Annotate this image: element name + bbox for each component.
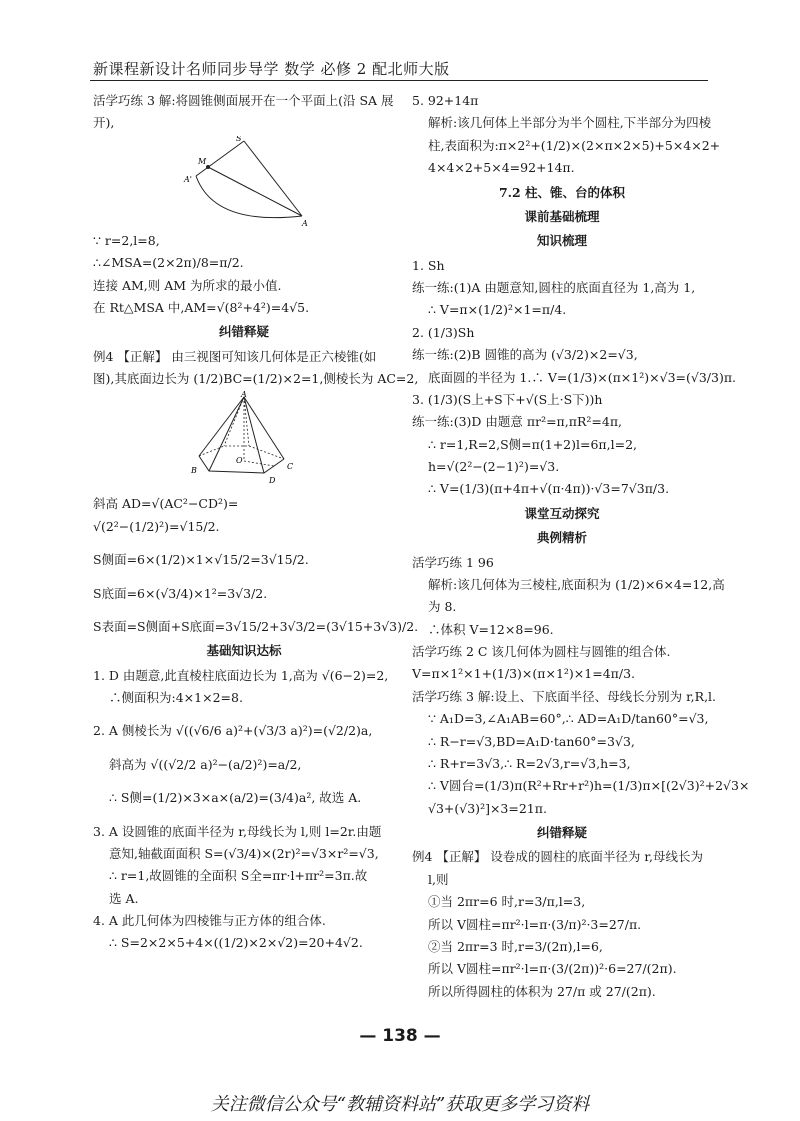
text-line: S侧面=6×(1/2)×1×√15/2=3√15/2. xyxy=(93,552,309,568)
text-line: ∵ r=2,l=8, xyxy=(93,232,160,248)
text-line: 图),其底面边长为 (1/2)BC=(1/2)×2=1,侧棱长为 AC=2, xyxy=(93,371,419,386)
left-column xyxy=(93,88,419,956)
text-line: 所以所得圆柱的体积为 27/π 或 27/(2π). xyxy=(428,983,656,999)
text-line: ∴侧面积为:4×1×2=8. xyxy=(109,690,243,705)
section-heading: 纠错释疑 xyxy=(536,825,587,840)
text-line: 为 8. xyxy=(428,599,457,615)
text-line: 底面圆的半径为 1.∴ V=(1/3)×(π×1²)×√3=(√3/3)π. xyxy=(428,369,737,385)
hexagonal-pyramid-figure xyxy=(189,391,299,491)
section-heading: 课堂互动探究 xyxy=(524,505,600,521)
text-line: ∴ V=(1/3)(π+4π+√(π·4π))·√3=7√3π/3. xyxy=(428,481,670,497)
label-D: D xyxy=(269,476,276,486)
text-line: ∴ r=1,故圆锥的全面积 S全=πr·l+πr²=3π.故 xyxy=(109,868,368,884)
text-line: 在 Rt△MSA 中,AM=√(8²+4²)=4√5. xyxy=(93,299,310,315)
label-C: C xyxy=(287,462,294,472)
text-line: ①当 2πr=6 时,r=3/π,l=3, xyxy=(428,894,586,910)
label-M: M xyxy=(198,156,207,166)
text-line: 2. A 侧棱长为 √((√6/6 a)²+(√3/3 a)²)=(√2/2)a, xyxy=(93,723,373,739)
text-line: ∵ A₁D=3,∠A₁AB=60°,∴ AD=A₁D/tan60°=√3, xyxy=(428,711,709,727)
text-line: V=π×1²×1+(1/3)×(π×1²)×1=4π/3. xyxy=(412,666,636,682)
text-line: ∴ R−r=√3,BD=A₁D·tan60°=3√3, xyxy=(428,733,635,749)
text-line: 意知,轴截面面积 S=(√3/4)×(2r)²=√3×r²=√3, xyxy=(109,845,379,861)
section-heading: 基础知识达标 xyxy=(206,643,282,659)
page-header: 新课程新设计名师同步导学 数学 必修 2 配北师大版 xyxy=(93,60,450,78)
text-line: ∴体积 V=12×8=96. xyxy=(428,621,554,637)
text-line: √(2²−(1/2)²)=√15/2. xyxy=(93,518,220,534)
text-line: 活学巧练 3 解:设上、下底面半径、母线长分别为 r,R,l. xyxy=(412,688,717,704)
cone-unfold-figure xyxy=(174,136,314,228)
text-line: 斜高为 √((√2/2 a)²−(a/2)²)=a/2, xyxy=(109,756,302,772)
text-line: 所以 V圆柱=πr²·l=π·(3/(2π))²·6=27/(2π). xyxy=(428,961,677,977)
text-line: √3+(√3)²]×3=21π. xyxy=(428,800,547,816)
text-line: 柱,表面积为:π×2²+(1/2)×(2×π×2×5)+5×4×2+ xyxy=(428,137,721,153)
text-line: 活学巧练 3 解:将圆锥侧面展开在一个平面上(沿 SA 展 xyxy=(93,93,394,108)
text-line: 4×4×2+5×4=92+14π. xyxy=(428,160,575,176)
footer-note: 关注微信公众号“教辅资料站”获取更多学习资料 xyxy=(210,1094,590,1115)
text-line: ∴ R+r=3√3,∴ R=2√3,r=√3,h=3, xyxy=(428,755,631,771)
label-S: S xyxy=(236,135,242,143)
label-B: B xyxy=(191,466,197,476)
text-line: 开), xyxy=(93,115,115,131)
section-heading: 知识梳理 xyxy=(536,233,587,249)
text-line: 1. D 由题意,此直棱柱底面边长为 1,高为 √(6−2)=2, xyxy=(93,667,389,683)
section-heading: 课前基础梳理 xyxy=(524,208,600,224)
text-line: 解析:该几何体上半部分为半个圆柱,下半部分为四棱 xyxy=(428,115,712,131)
text-line: 3. (1/3)(S上+S下+√(S上·S下))h xyxy=(412,391,603,407)
section-heading: 纠错释疑 xyxy=(218,324,269,340)
text-line: ②当 2πr=3 时,r=3/(2π),l=6, xyxy=(428,938,603,954)
right-column xyxy=(412,88,750,1004)
header-rule xyxy=(90,80,708,81)
text-line: 3. A 设圆锥的底面半径为 r,母线长为 l,则 l=2r.由题 xyxy=(93,823,382,839)
section-title: 7.2 柱、锥、台的体积 xyxy=(498,184,626,200)
text-line: 活学巧练 2 C 该几何体为圆柱与圆锥的组合体. xyxy=(412,644,671,659)
text-line: 练一练:(2)B 圆锥的高为 (√3/2)×2=√3, xyxy=(412,347,638,363)
text-line: S底面=6×(√3/4)×1²=3√3/2. xyxy=(93,585,268,601)
text-line: S表面=S侧面+S底面=3√15/2+3√3/2=(3√15+3√3)/2. xyxy=(93,618,419,634)
text-line: 选 A. xyxy=(109,890,139,906)
text-line: h=√(2²−(2−1)²)=√3. xyxy=(428,459,560,474)
text-line: 连接 AM,则 AM 为所求的最小值. xyxy=(93,277,282,293)
text-line: 1. Sh xyxy=(412,257,445,273)
text-line: ∴ S=2×2×5+4×((1/2)×2×√2)=20+4√2. xyxy=(109,935,363,951)
text-line: ∴ S侧=(1/2)×3×a×(a/2)=(3/4)a², 故选 A. xyxy=(109,790,362,806)
text-line: 解析:该几何体为三棱柱,底面积为 (1/2)×6×4=12,高 xyxy=(428,576,725,592)
text-line: 所以 V圆柱=πr²·l=π·(3/π)²·3=27/π. xyxy=(428,916,642,932)
text-line: ∴∠MSA=(2×2π)/8=π/2. xyxy=(93,255,244,271)
text-line: ∴ r=1,R=2,S侧=π(1+2)l=6π,l=2, xyxy=(428,436,638,452)
text-line: 例4 【正解】 设卷成的圆柱的底面半径为 r,母线长为 xyxy=(412,849,703,865)
label-O: O xyxy=(236,456,243,466)
text-line: ∴ V=π×(1/2)²×1=π/4. xyxy=(428,302,567,318)
text-line: ∴ V圆台=(1/3)π(R²+Rr+r²)h=(1/3)π×[(2√3)²+2√3× xyxy=(428,778,750,794)
section-heading: 典例精析 xyxy=(536,530,587,546)
label-A: A xyxy=(302,218,308,228)
page-number: — 138 — xyxy=(359,1026,441,1046)
label-A: A xyxy=(241,391,247,400)
text-line: 练一练:(3)D 由题意 πr²=π,πR²=4π, xyxy=(412,414,623,430)
text-line: 2. (1/3)Sh xyxy=(412,324,475,340)
text-line: 活学巧练 1 96 xyxy=(412,554,494,570)
text-line: l,则 xyxy=(428,871,449,887)
text-line: 练一练:(1)A 由题意知,圆柱的底面直径为 1,高为 1, xyxy=(412,280,696,295)
text-line: 例4 【正解】 由三视图可知该几何体是正六棱锥(如 xyxy=(93,348,377,364)
label-A1: A' xyxy=(184,174,192,184)
text-line: 4. A 此几何体为四棱锥与正方体的组合体. xyxy=(93,913,326,928)
text-line: 5. 92+14π xyxy=(412,93,479,108)
text-line: 斜高 AD=√(AC²−CD²)= xyxy=(93,496,239,512)
